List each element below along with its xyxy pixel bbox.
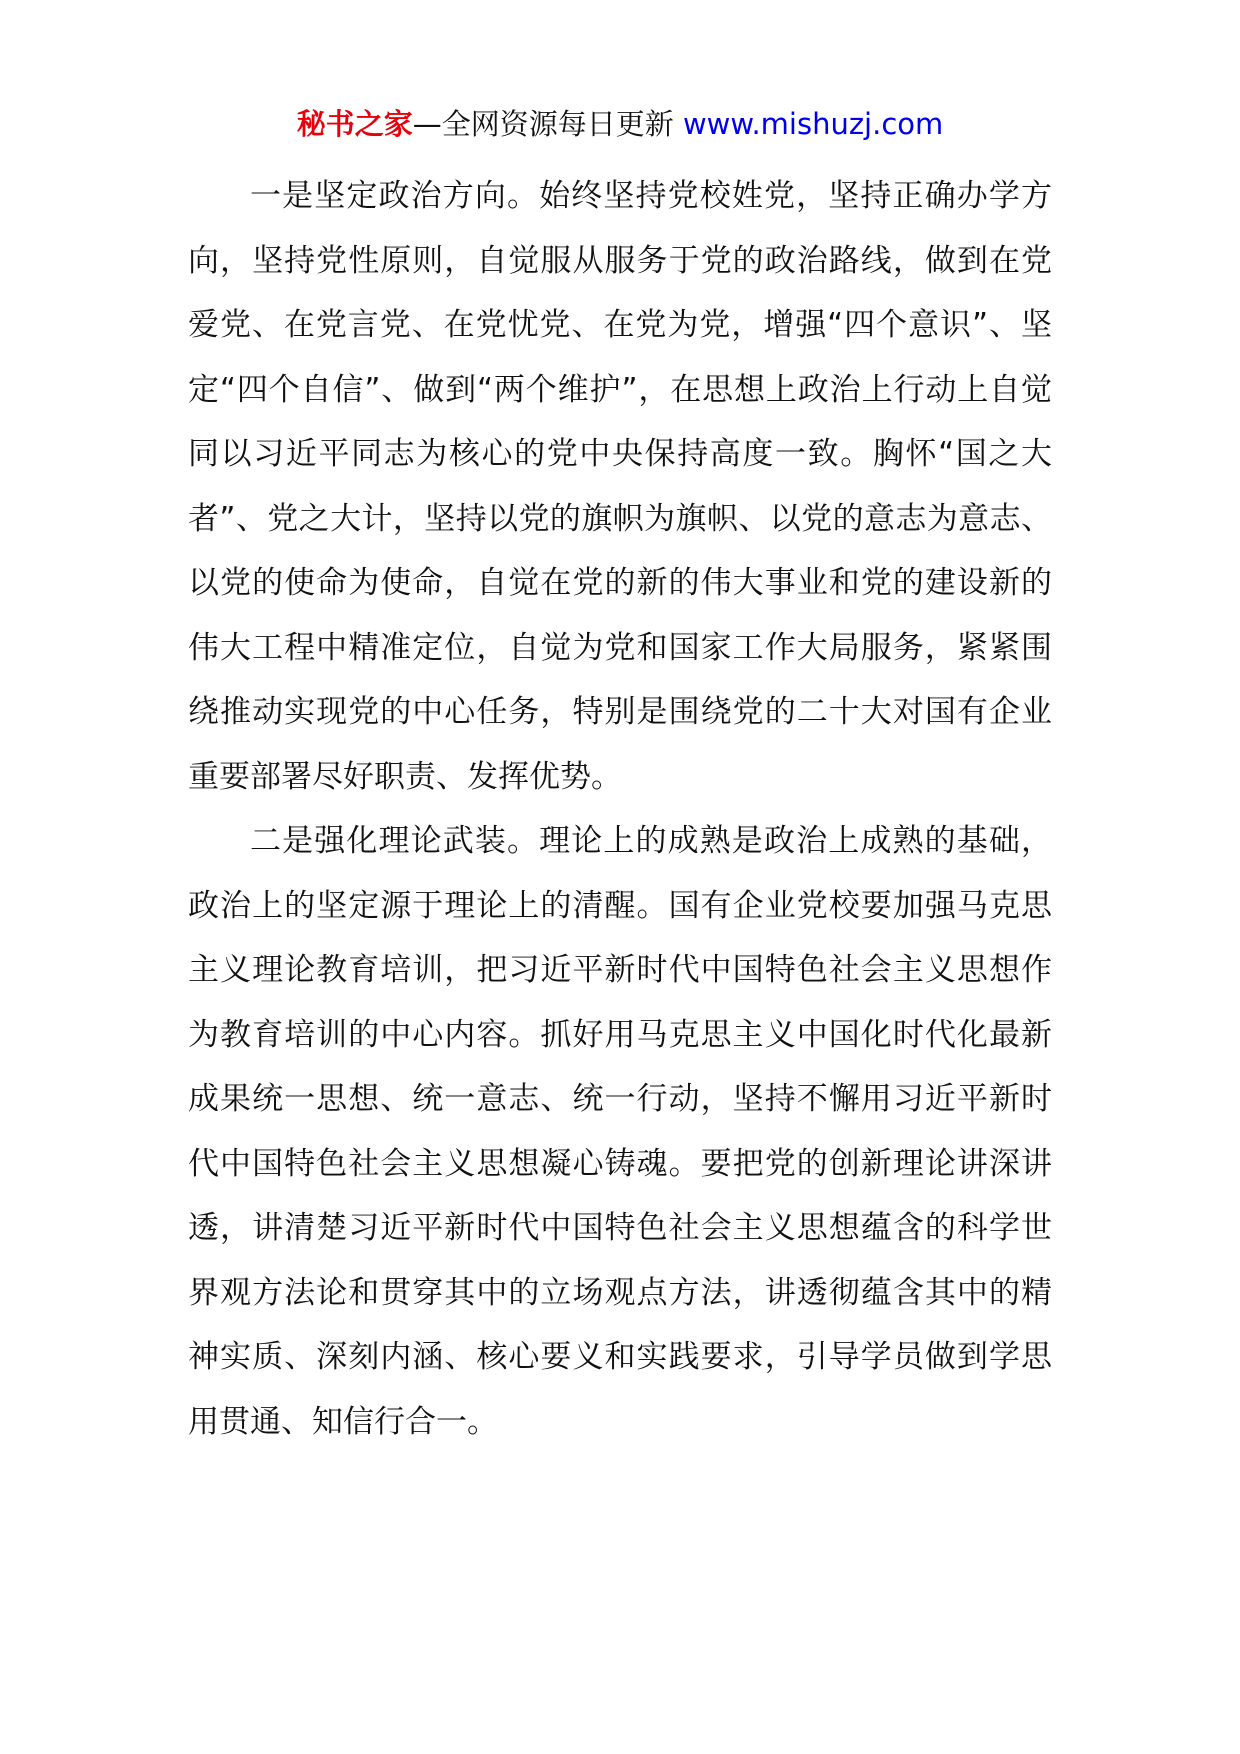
header-url-link[interactable]: www.mishuzj.com (682, 107, 944, 141)
page-header (0, 104, 1240, 144)
header-tagline: —全网资源每日更新 (412, 107, 683, 141)
document-body (188, 164, 1052, 1454)
paragraph-2: 二是强化理论武装。理论上的成熟是政治上成熟的基础，政治上的坚定源于理论上的清醒。国有企业党校要加强马克思主义理论教育培训，把习近平新时代中国特色社会主义思想作为教育培训的中心内容。抓好用马克思主义中国化时代化最新成果统一思想、统一意志、统一行动，坚持不懈用习近平新时代中国特色社会主义思想凝心铸魂。要把党的创新理论讲深讲透，讲清楚习近平新时代中国特色社会主义思想蕴含的科学世界观方法论和贯穿其中的立场观点方法，讲透彻蕴含其中的精神实质、深刻内涵、核心要义和实践要求，引导学员做到学思用贯通、知信行合一。 (188, 823, 1052, 1440)
header-brand: 秘书之家 (296, 107, 413, 141)
paragraph-1: 一是坚定政治方向。始终坚持党校姓党，坚持正确办学方向，坚持党性原则，自觉服从服务于党的政治路线，做到在党爱党、在党言党、在党忧党、在党为党，增强“四个意识”、坚定“四个自信”、做到“两个维护”，在思想上政治上行动上自觉同以习近平同志为核心的党中央保持高度一致。胸怀“国之大者”、党之大计，坚持以党的旗帜为旗帜、以党的意志为意志、以党的使命为使命，自觉在党的新的伟大事业和党的建设新的伟大工程中精准定位，自觉为党和国家工作大局服务，紧紧围绕推动实现党的中心任务，特别是围绕党的二十大对国有企业重要部署尽好职责、发挥优势。 (188, 178, 1052, 795)
